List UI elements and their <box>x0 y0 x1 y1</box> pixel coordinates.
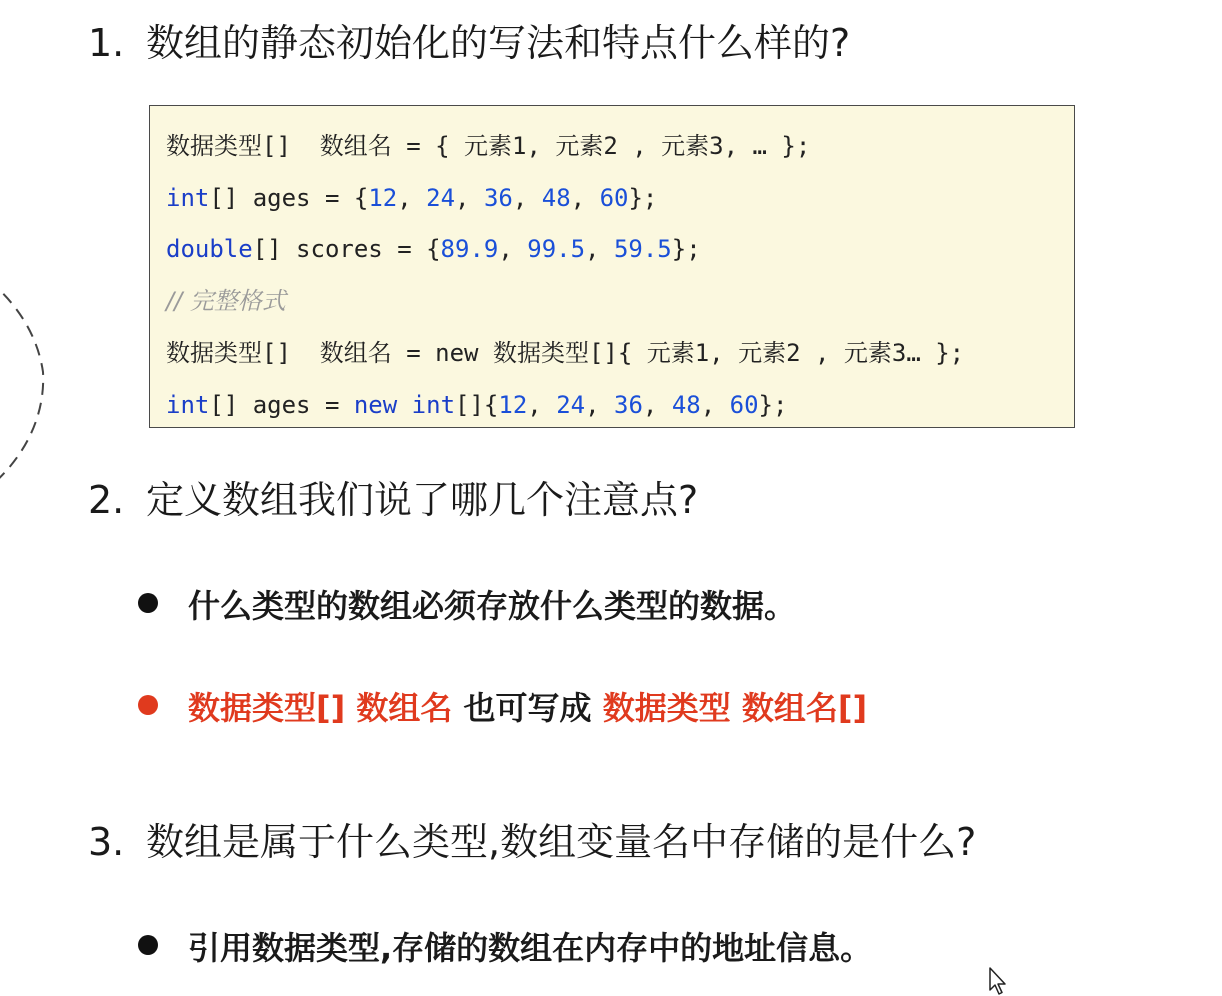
bullet-dot-icon <box>138 935 158 955</box>
keyword-new: new <box>353 391 398 419</box>
question-3-number: 3. <box>88 820 125 864</box>
code-line-full-syntax: 数据类型[] 数组名 = new 数据类型[]{ 元素1, 元素2 , 元素3… }; <box>166 339 965 367</box>
question-3-text: 数组是属于什么类型,数组变量名中存储的是什么? <box>146 820 977 864</box>
question-1-text: 数组的静态初始化的写法和特点什么样的? <box>146 21 851 65</box>
syntax-form-2: 数据类型 数组名[] <box>602 689 868 727</box>
code-line-int-ages-new: int[] ages = new int[]{12, 24, 36, 48, 60}; <box>166 391 788 419</box>
bullet-text: 什么类型的数组必须存放什么类型的数据。 <box>188 587 797 625</box>
code-line-double-scores: double[] scores = {89.9, 99.5, 59.5}; <box>166 235 701 263</box>
question-2-heading <box>88 477 698 523</box>
question-2-number: 2. <box>88 478 125 522</box>
keyword-int: int <box>166 184 210 212</box>
syntax-connector: 也可写成 <box>452 689 603 727</box>
code-line-int-ages: int[] ages = {12, 24, 36, 48, 60}; <box>166 184 658 212</box>
keyword-double: double <box>166 235 253 263</box>
question-3-heading <box>88 819 976 865</box>
dashed-circle-decoration <box>0 0 60 500</box>
syntax-form-1: 数据类型[] 数组名 <box>188 689 453 727</box>
bullet-type-rule <box>138 586 796 626</box>
question-1-heading <box>88 20 850 66</box>
code-example-box <box>149 105 1075 428</box>
bullet-dot-icon <box>138 593 158 613</box>
question-1-number: 1. <box>88 21 125 65</box>
code-line-syntax: 数据类型[] 数组名 = { 元素1, 元素2 , 元素3, … }; <box>166 132 811 160</box>
question-2-text: 定义数组我们说了哪几个注意点? <box>146 478 699 522</box>
code-comment: // 完整格式 <box>166 287 286 315</box>
bullet-dot-red-icon <box>138 695 158 715</box>
bullet-reference-type <box>138 928 872 968</box>
mouse-cursor-icon <box>988 966 1008 996</box>
bullet-text: 引用数据类型,存储的数组在内存中的地址信息。 <box>188 929 873 967</box>
bullet-syntax-alt <box>138 688 867 728</box>
